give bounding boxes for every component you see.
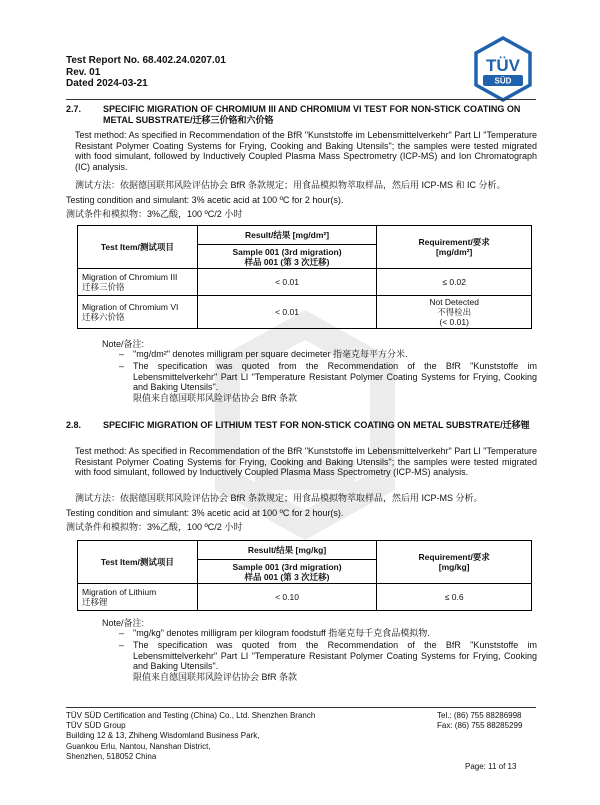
note-text-cn: 限值来自德国联邦风险评估协会 BfR 条款 [133, 392, 298, 403]
header-sample [197, 560, 377, 584]
sample-label-en: Sample 001 (3rd migration) [232, 246, 342, 257]
test-method-cn: 测试方法：依据德国联邦风险评估协会 BfR 条款规定；用食品模拟物萃取样品，然后用 ICP-MS 和 IC 分析。 [75, 180, 506, 190]
section-title: SPECIFIC MIGRATION OF CHROMIUM III AND CHROMIUM VI TEST FOR NON-STICK COATING ON METAL SUBSTRATE/迁移三价铬和六价铬 [103, 104, 521, 125]
report-header [66, 55, 226, 90]
test-condition-en: Testing condition and simulant: 3% acetic acid at 100 ºC for 2 hour(s). [66, 508, 344, 518]
header-sample [197, 245, 377, 269]
header-requirement [377, 226, 532, 269]
header-divider [66, 99, 536, 100]
report-revision: Rev. 01 [66, 66, 101, 78]
row-requirement: ≤ 0.02 [377, 269, 532, 296]
row-result: < 0.10 [197, 584, 377, 611]
test-method-cn: 测试方法：依据德国联邦风险评估协会 BfR 条款规定；用食品模拟物萃取样品，然后用 ICP-MS 分析。 [75, 493, 483, 503]
results-table-lithium [77, 540, 532, 611]
item-name-cn: 迁移锂 [82, 597, 108, 607]
note-item: – The specification was quoted from the Recommendation of the BfR "Kunststoffe im Lebensmittelverkehr" Part LI "Temperature Resistant Polymer Coating Systems for Frying, Cooking and Baking Utensils". 限值来自德国联邦风险评估协会 BfR 条款 [119, 361, 537, 403]
item-name-en: Migration of Chromium VI [82, 302, 179, 312]
test-condition-cn: 测试条件和模拟物：3%乙酸，100 ºC/2 小时 [66, 209, 243, 219]
header-result: Result/结果 [mg/kg] [197, 541, 377, 560]
footer-tel: Tel.: (86) 755 88286998 [437, 711, 522, 720]
row-result: < 0.01 [197, 296, 377, 329]
requirement-line: 不得检出 [437, 307, 472, 317]
footer-company: TÜV SÜD Certification and Testing (China) Co., Ltd. Shenzhen Branch [66, 711, 316, 720]
note-item: – "mg/kg" denotes milligram per kilogram foodstuff 指毫克每千克食品模拟物. [119, 628, 430, 638]
sample-label-en: Sample 001 (3rd migration) [232, 561, 342, 572]
row-result: < 0.01 [197, 269, 377, 296]
header-result: Result/结果 [mg/dm²] [197, 226, 377, 245]
requirement-line: Not Detected [429, 297, 479, 307]
row-item [78, 296, 198, 329]
note-item: – "mg/dm²" denotes milligram per square decimeter 指毫克每平方分米. [119, 349, 408, 359]
row-item [78, 269, 198, 296]
footer-contact [437, 711, 522, 731]
tuv-sud-logo [470, 36, 536, 102]
item-name-en: Migration of Lithium [82, 587, 157, 597]
table-row [78, 296, 532, 329]
row-item [78, 584, 198, 611]
section-number: 2.7. [66, 104, 82, 114]
item-name-en: Migration of Chromium III [82, 272, 178, 282]
note-text: The specification was quoted from the Recommendation of the BfR "Kunststoffe im Lebensmittelverkehr" Part LI "Temperature Resistant Polymer Coating Systems for Frying, Cooking and Baking Utensils". [133, 640, 537, 672]
header-requirement [377, 541, 532, 584]
note-item: – The specification was quoted from the Recommendation of the BfR "Kunststoffe im Lebensmittelverkehr" Part LI "Temperature Resistant Polymer Coating Systems for Frying, Cooking and Baking Utensils". 限值来自德国联邦风险评估协会 BfR 条款 [119, 640, 537, 682]
sample-label-cn: 样品 001 (第 3 次迁移) [244, 256, 330, 267]
footer-address-line: Guankou Erlu, Nantou, Nanshan District, [66, 741, 211, 751]
note-text-cn: 限值来自德国联邦风险评估协会 BfR 条款 [133, 671, 298, 682]
test-condition-en: Testing condition and simulant: 3% acetic acid at 100 ºC for 2 hour(s). [66, 195, 344, 205]
header-test-item: Test Item/测试项目 [78, 226, 198, 269]
requirement-unit: [mg/kg] [438, 562, 470, 572]
item-name-cn: 迁移三价铬 [82, 282, 125, 292]
test-condition-cn: 测试条件和模拟物：3%乙酸，100 ºC/2 小时 [66, 522, 243, 532]
footer-address-line: Building 12 & 13, Zhiheng Wisdomland Business Park, [66, 731, 260, 741]
footer-address [66, 711, 315, 762]
footer-group: TÜV SÜD Group [66, 721, 126, 731]
sample-label-cn: 样品 001 (第 3 次迁移) [244, 571, 330, 582]
requirement-label: Requirement/要求 [418, 552, 490, 562]
note-text: "mg/dm²" denotes milligram per square decimeter 指毫克每平方分米. [133, 349, 408, 359]
note-label: Note/备注: [102, 618, 145, 628]
page-number: Page: 11 of 13 [465, 762, 517, 771]
footer-address-line: Shenzhen, 518052 China [66, 751, 157, 761]
note-text: The specification was quoted from the Recommendation of the BfR "Kunststoffe im Lebensmittelverkehr" Part LI "Temperature Resistant Polymer Coating Systems for Frying, Cooking and Baking Utensils". [133, 361, 537, 393]
logo-text-tuv: TÜV [486, 56, 520, 75]
note-text: "mg/kg" denotes milligram per kilogram foodstuff 指毫克每千克食品模拟物. [133, 628, 430, 638]
header-test-item: Test Item/测试项目 [78, 541, 198, 584]
report-number: Test Report No. 68.402.24.0207.01 [66, 55, 226, 66]
requirement-line: (< 0.01) [439, 317, 469, 327]
table-row [78, 269, 532, 296]
table-row [78, 584, 532, 611]
results-table-chromium [77, 225, 532, 329]
requirement-unit: [mg/dm²] [435, 247, 473, 257]
note-label: Note/备注: [102, 339, 145, 349]
item-name-cn: 迁移六价铬 [82, 312, 125, 322]
section-number: 2.8. [66, 420, 82, 430]
row-requirement: ≤ 0.6 [377, 584, 532, 611]
footer-divider [66, 707, 536, 708]
section-title: SPECIFIC MIGRATION OF LITHIUM TEST FOR NON-STICK COATING ON METAL SUBSTRATE/迁移锂 [103, 420, 530, 430]
test-method-en: Test method: As specified in Recommendation of the BfR "Kunststoffe im Lebensmittelverkehr" Part LI "Temperature Resistant Polymer Coating Systems for Frying, Cooking and Baking Utensils"; the samples were tested migrated with food simulant, followed by Inductively Coupled Plasma Mass Spectrometry (ICP-MS) and Ion Chromatograph (IC) analysis. [75, 130, 537, 172]
row-requirement [377, 296, 532, 329]
test-method-en: Test method: As specified in Recommendation of the BfR "Kunststoffe im Lebensmittelverkehr" Part LI "Temperature Resistant Polymer Coating Systems for Frying, Cooking and Baking Utensils"; the samples were tested migrated with food simulant, followed by Inductively Coupled Plasma Mass Spectrometry (ICP-MS) analysis. [75, 446, 537, 478]
report-date: Dated 2024-03-21 [66, 78, 148, 89]
logo-text-sud: SÜD [494, 76, 512, 86]
footer-fax: Fax: (86) 755 88285299 [437, 721, 523, 731]
requirement-label: Requirement/要求 [418, 237, 490, 247]
